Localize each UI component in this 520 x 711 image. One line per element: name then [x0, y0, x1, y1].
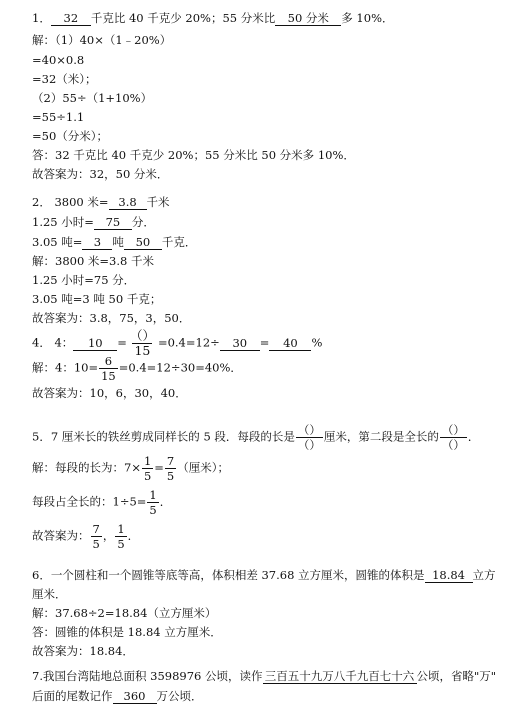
q5-solution-fraction-3-denominator: 5 — [149, 503, 157, 517]
q4-text-2: =0.4=12÷ — [157, 335, 220, 350]
q2-text-2: 千米 — [146, 195, 170, 209]
q1-solution-1: 解：（1）40×（1﹣20%） — [32, 33, 172, 47]
q2-text-5: 3.05 吨= — [32, 235, 83, 249]
q4-text-1: 4． 4： — [32, 335, 74, 350]
q1-solution-5: =55÷1.1 — [32, 110, 85, 124]
q1-blank-1: 32 — [51, 11, 91, 26]
q1-blank-2: 50 分米 — [275, 11, 341, 26]
q2-final-answer: 故答案为：3.8，75，3，50． — [32, 311, 191, 325]
q4-blank-2: 30 — [220, 336, 260, 351]
q5-answer-fraction-2 — [115, 523, 126, 550]
q5-solution-1 — [32, 455, 229, 482]
q1-answer-statement: 答：32 千克比 40 千克少 20%；55 分米比 50 分米多 10%． — [32, 148, 355, 162]
q5-answer-fraction-1-denominator: 5 — [92, 537, 100, 551]
q5-solution-fraction-1-numerator: 1 — [143, 454, 152, 468]
q2-question — [32, 194, 170, 210]
q7-text-4: 万公顷． — [156, 689, 203, 703]
q2-blank-1: 3.8 — [109, 195, 147, 210]
q5-fraction-2-numerator: （） — [441, 423, 465, 437]
q4-fraction-numerator: （） — [129, 328, 155, 343]
q6-solution-1: 解：37.68÷2=18.84（立方厘米） — [32, 606, 217, 620]
q4-solution-text-1: 解：4：10= — [32, 360, 99, 375]
q2-text-7: 千克． — [161, 235, 197, 249]
q4-equals-1: = — [117, 335, 127, 350]
q5-answer-comma: ， — [102, 528, 115, 543]
q4-solution — [32, 355, 242, 382]
q5-solution-text-1: 解：每段的长为：7× — [32, 460, 141, 475]
q5-fraction-1-numerator: （） — [297, 423, 321, 437]
q4-question — [32, 330, 322, 357]
q5-fraction-2-denominator: （） — [441, 438, 465, 452]
q4-equals-2: = — [259, 335, 270, 350]
q5-solution-text-3: 每段占全长的：1÷5= — [32, 494, 147, 509]
q1-solution-6: =50（分米）； — [32, 129, 109, 143]
q4-solution-numerator: 6 — [104, 354, 113, 368]
q5-solution-fraction-1-denominator: 5 — [143, 469, 152, 483]
q5-text-3: ． — [467, 429, 480, 444]
q2-blank-2: 75 — [94, 215, 132, 230]
q4-blank-1: 10 — [73, 336, 117, 351]
q6-solution-2: 答：圆锥的体积是 18.84 立方厘米． — [32, 625, 222, 639]
q2-solution-3: 3.05 吨=3 吨 50 千克； — [32, 292, 162, 306]
q4-final-answer: 故答案为：10，6，30，40． — [32, 386, 187, 400]
q7-text-3: 后面的尾数记作 — [32, 689, 113, 703]
q5-answer-fraction-2-denominator: 5 — [117, 537, 125, 551]
q6-question-cont: 厘米． — [32, 587, 67, 601]
q5-answer-fraction-1-numerator: 7 — [92, 522, 100, 536]
q7-blank-1: 三百五十九万八千九百七十六 — [263, 669, 417, 684]
q1-question — [32, 10, 394, 26]
q2-blank-4: 50 — [124, 235, 162, 250]
q5-text-1: 5．7 厘米长的铁丝剪成同样长的 5 段．每段的长是 — [32, 429, 295, 444]
q2-solution-1: 解：3800 米=3.8 千米 — [32, 254, 155, 268]
q5-solution-fraction-2-numerator: 7 — [166, 454, 175, 468]
q5-solution-2 — [32, 489, 171, 516]
q2-text-6: 吨 — [112, 235, 124, 249]
q5-solution-fraction-1 — [142, 455, 153, 482]
q5-solution-fraction-2 — [165, 455, 176, 482]
q5-fraction-blank-2 — [440, 424, 467, 451]
q2-blank-3: 3 — [82, 235, 112, 250]
q4-fraction-denominator: 15 — [134, 343, 151, 358]
q5-solution-fraction-2-denominator: 5 — [166, 469, 175, 483]
q2-text-1: 2． 3800 米= — [32, 195, 109, 209]
q6-question — [32, 567, 496, 583]
q5-answer-label: 故答案为： — [32, 528, 90, 543]
q5-text-2: 厘米，第二段是全长的 — [323, 429, 439, 444]
q1-number: 1． — [32, 11, 51, 25]
q2-text-3: 1.25 小时= — [32, 215, 94, 229]
q1-text-1: 千克比 40 千克少 20%；55 分米比 — [90, 11, 276, 25]
q6-final-answer: 故答案为：18.84． — [32, 644, 134, 658]
q5-solution-equals: = — [154, 460, 164, 475]
q2-line-3 — [32, 234, 196, 250]
q1-solution-2: =40×0.8 — [32, 53, 85, 67]
q1-text-2: 多 10%． — [341, 11, 394, 25]
q2-solution-2: 1.25 小时=75 分． — [32, 273, 136, 287]
q5-answer-fraction-2-numerator: 1 — [117, 522, 125, 536]
q4-solution-fraction — [99, 355, 118, 382]
q7-question-cont — [32, 688, 203, 704]
q6-blank-1: 18.84 — [425, 568, 473, 583]
q6-text-1: 6．一个圆柱和一个圆锥等底等高，体积相差 37.68 立方厘米，圆锥的体积是 — [32, 568, 425, 582]
q5-solution-fraction-3 — [147, 489, 158, 516]
q1-solution-3: =32（米）； — [32, 72, 97, 86]
q5-question — [32, 424, 479, 451]
q4-solution-denominator: 15 — [101, 369, 116, 383]
q4-blank-3: 40 — [269, 336, 311, 351]
q4-percent: % — [311, 335, 323, 350]
q7-text-2: 公顷，省略"万" — [416, 669, 497, 683]
q7-blank-2: 360 — [113, 689, 157, 704]
q7-text-1: 7.我国台湾陆地总面积 3598976 公顷，读作 — [32, 669, 263, 683]
q1-solution-4: （2）55÷（1+10%） — [32, 91, 153, 105]
q7-question — [32, 668, 496, 684]
q2-line-2 — [32, 214, 155, 230]
q2-text-4: 分． — [131, 215, 155, 229]
q5-fraction-blank-1 — [296, 424, 323, 451]
q1-final-answer: 故答案为：32，50 分米． — [32, 167, 169, 181]
q5-fraction-1-denominator: （） — [297, 438, 321, 452]
q4-fraction-blank — [128, 330, 157, 357]
q5-answer-fraction-1 — [91, 523, 102, 550]
q5-final-answer — [32, 523, 139, 550]
q5-solution-text-4: ． — [159, 494, 172, 509]
q4-solution-text-2: =0.4=12÷30=40%． — [118, 360, 242, 375]
q5-solution-fraction-3-numerator: 1 — [149, 488, 157, 502]
q5-solution-text-2: （厘米）； — [177, 460, 229, 475]
q6-text-2: 立方 — [472, 568, 496, 582]
q5-answer-period: ． — [127, 528, 140, 543]
